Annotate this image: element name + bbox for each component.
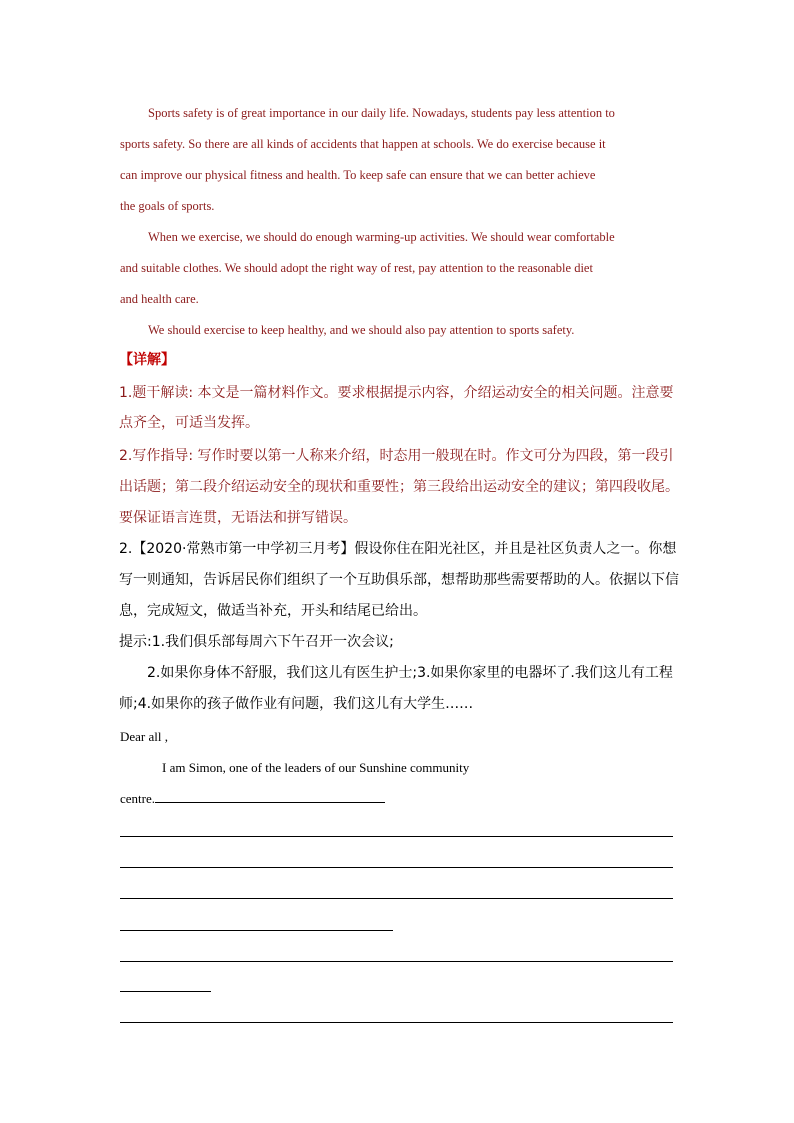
question-line-3: 息，完成短文，做适当补充，开头和结尾已给出。: [119, 603, 427, 619]
detail-line-3: 2.写作指导: 写作时要以第一人称来介绍，时态用一般现在时。作文可分为四段，第一段引: [119, 448, 674, 464]
question-line-4: 提示:1.我们俱乐部每周六下午召开一次会议;: [119, 634, 394, 650]
question-line-2: 写一则通知，告诉居民你们组织了一个互助俱乐部，想帮助那些需要帮助的人。依据以下信: [119, 572, 679, 588]
detail-line-1: 1.题干解读: 本文是一篇材料作文。要求根据提示内容，介绍运动安全的相关问题。注意要: [119, 385, 674, 401]
letter-intro: I am Simon, one of the leaders of our Sunshine community: [162, 760, 470, 775]
essay-line-2: sports safety. So there are all kinds of accidents that happen at schools. We do exercise because it: [120, 137, 606, 151]
question-line-6: 师;4.如果你的孩子做作业有问题，我们这儿有大学生……: [119, 696, 474, 712]
essay-line-1: Sports safety is of great importance in our daily life. Nowadays, students pay less attention to: [148, 106, 615, 120]
essay-line-7: and health care.: [120, 292, 199, 306]
detail-line-2: 点齐全，可适当发挥。: [119, 415, 259, 431]
essay-line-3: can improve our physical fitness and health. To keep safe can ensure that we can better achieve: [120, 168, 596, 182]
letter-centre-word: centre.: [120, 791, 156, 806]
answer-line-4[interactable]: [120, 930, 393, 931]
letter-greeting: Dear all ,: [120, 729, 169, 744]
answer-line-1[interactable]: [120, 836, 673, 837]
essay-line-6: and suitable clothes. We should adopt the right way of rest, pay attention to the reasonable diet: [120, 261, 593, 275]
essay-line-8: We should exercise to keep healthy, and we should also pay attention to sports safety.: [148, 323, 575, 337]
detail-line-4: 出话题；第二段介绍运动安全的现状和重要性；第三段给出运动安全的建议；第四段收尾。: [119, 479, 679, 495]
answer-line-7[interactable]: [120, 1022, 673, 1023]
detail-heading: 【详解】: [119, 352, 175, 368]
answer-line-6[interactable]: [120, 991, 211, 992]
question-line-5: 2.如果你身体不舒服，我们这儿有医生护士;3.如果你家里的电器坏了.我们这儿有工程: [147, 665, 673, 681]
essay-line-4: the goals of sports.: [120, 199, 215, 213]
answer-line-5[interactable]: [120, 961, 673, 962]
detail-line-5: 要保证语言连贯，无语法和拼写错误。: [119, 510, 357, 526]
essay-line-5: When we exercise, we should do enough warming-up activities. We should wear comfortable: [148, 230, 615, 244]
answer-line-3[interactable]: [120, 898, 673, 899]
question-line-1: 2.【2020·常熟市第一中学初三月考】假设你住在阳光社区，并且是社区负责人之一。你想: [119, 541, 677, 557]
answer-blank-inline[interactable]: [155, 790, 385, 803]
answer-line-2[interactable]: [120, 867, 673, 868]
letter-centre-line: [120, 790, 680, 808]
